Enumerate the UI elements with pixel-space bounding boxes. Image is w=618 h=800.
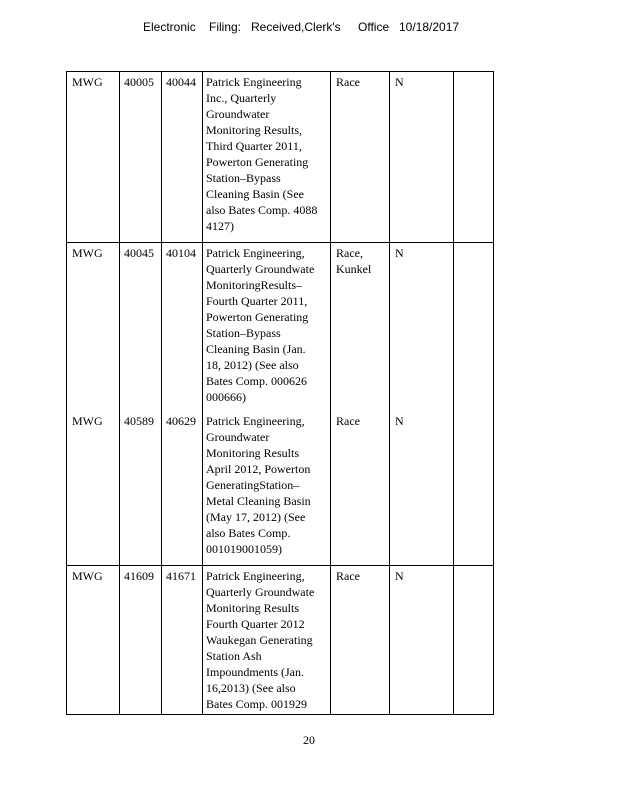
description-line: Inc., Quarterly <box>206 91 277 105</box>
bates-end-cell: 40044 <box>162 72 203 243</box>
description-line: Station–Bypass <box>206 326 281 340</box>
bates-begin-cell: 41609 <box>120 566 162 715</box>
description-line: Powerton Generating <box>206 310 309 324</box>
description-line: Fourth Quarter 2011, <box>206 294 308 308</box>
table-row <box>67 243 494 412</box>
bates-begin-cell: 40589 <box>120 411 162 566</box>
description-line: Monitoring Results <box>206 446 300 460</box>
description-line: Groundwater <box>206 107 270 121</box>
description-line: April 2012, Powerton <box>206 462 311 476</box>
description-line: Waukegan Generating <box>206 633 313 647</box>
exhibit-table <box>66 71 494 715</box>
witness-cell: Race <box>331 566 390 715</box>
witness-cell: Race <box>331 411 390 566</box>
witness-cell: Race <box>331 72 390 243</box>
description-line: 16,2013) (See also <box>206 681 296 695</box>
flag-cell: N <box>390 72 454 243</box>
notes-cell <box>454 72 494 243</box>
description-line: also Bates Comp. <box>206 526 291 540</box>
notes-cell <box>454 243 494 412</box>
header-date: 10/18/2017 <box>399 20 460 34</box>
description-line: GeneratingStation– <box>206 478 300 492</box>
witness-cell: Race, Kunkel <box>331 243 390 412</box>
header-office: Office <box>358 20 390 34</box>
header-electronic: Electronic <box>143 20 196 34</box>
description-line: 18, 2012) (See also <box>206 358 299 372</box>
description-line: Station Ash <box>206 649 262 663</box>
flag-cell: N <box>390 566 454 715</box>
description-line: Patrick Engineering <box>206 75 302 89</box>
description-line: Patrick Engineering, <box>206 246 305 260</box>
description-cell <box>203 566 331 715</box>
description-line: Quarterly Groundwate <box>206 585 315 599</box>
party-cell: MWG <box>67 243 120 412</box>
bates-end-cell: 41671 <box>162 566 203 715</box>
description-line: MonitoringResults– <box>206 278 303 292</box>
flag-cell: N <box>390 411 454 566</box>
notes-cell <box>454 566 494 715</box>
description-line: Powerton Generating <box>206 155 309 169</box>
description-line: Bates Comp. 000626 <box>206 374 307 388</box>
page-number: 20 <box>303 733 315 747</box>
description-line: also Bates Comp. 4088 <box>206 203 318 217</box>
description-line: Station–Bypass <box>206 171 281 185</box>
description-line: Quarterly Groundwate <box>206 262 315 276</box>
flag-cell: N <box>390 243 454 412</box>
header-filing: Filing: <box>209 20 242 34</box>
table-row <box>67 411 494 566</box>
description-line: Fourth Quarter 2012 <box>206 617 305 631</box>
description-line: Patrick Engineering, <box>206 414 305 428</box>
description-cell <box>203 72 331 243</box>
description-line: Monitoring Results <box>206 601 300 615</box>
header-received-clerks: Received,Clerk's <box>251 20 341 34</box>
description-line: Impoundments (Jan. <box>206 665 304 679</box>
table-row <box>67 72 494 243</box>
description-line: Metal Cleaning Basin <box>206 494 311 508</box>
table-row <box>67 566 494 715</box>
party-cell: MWG <box>67 566 120 715</box>
notes-cell <box>454 411 494 566</box>
description-cell <box>203 411 331 566</box>
description-line: 000666) <box>206 390 246 404</box>
description-line: Cleaning Basin (Jan. <box>206 342 306 356</box>
bates-end-cell: 40104 <box>162 243 203 412</box>
bates-end-cell: 40629 <box>162 411 203 566</box>
description-line: Third Quarter 2011, <box>206 139 302 153</box>
bates-begin-cell: 40005 <box>120 72 162 243</box>
bates-begin-cell: 40045 <box>120 243 162 412</box>
description-line: Groundwater <box>206 430 270 444</box>
description-cell <box>203 243 331 412</box>
filing-header <box>0 20 618 38</box>
description-line: Bates Comp. 001929 <box>206 697 307 711</box>
party-cell: MWG <box>67 411 120 566</box>
description-line: Patrick Engineering, <box>206 569 305 583</box>
description-line: (May 17, 2012) (See <box>206 510 306 524</box>
description-line: Monitoring Results, <box>206 123 303 137</box>
description-line: Cleaning Basin (See <box>206 187 304 201</box>
party-cell: MWG <box>67 72 120 243</box>
description-line: 001019001059) <box>206 542 282 556</box>
description-line: 4127) <box>206 219 234 233</box>
